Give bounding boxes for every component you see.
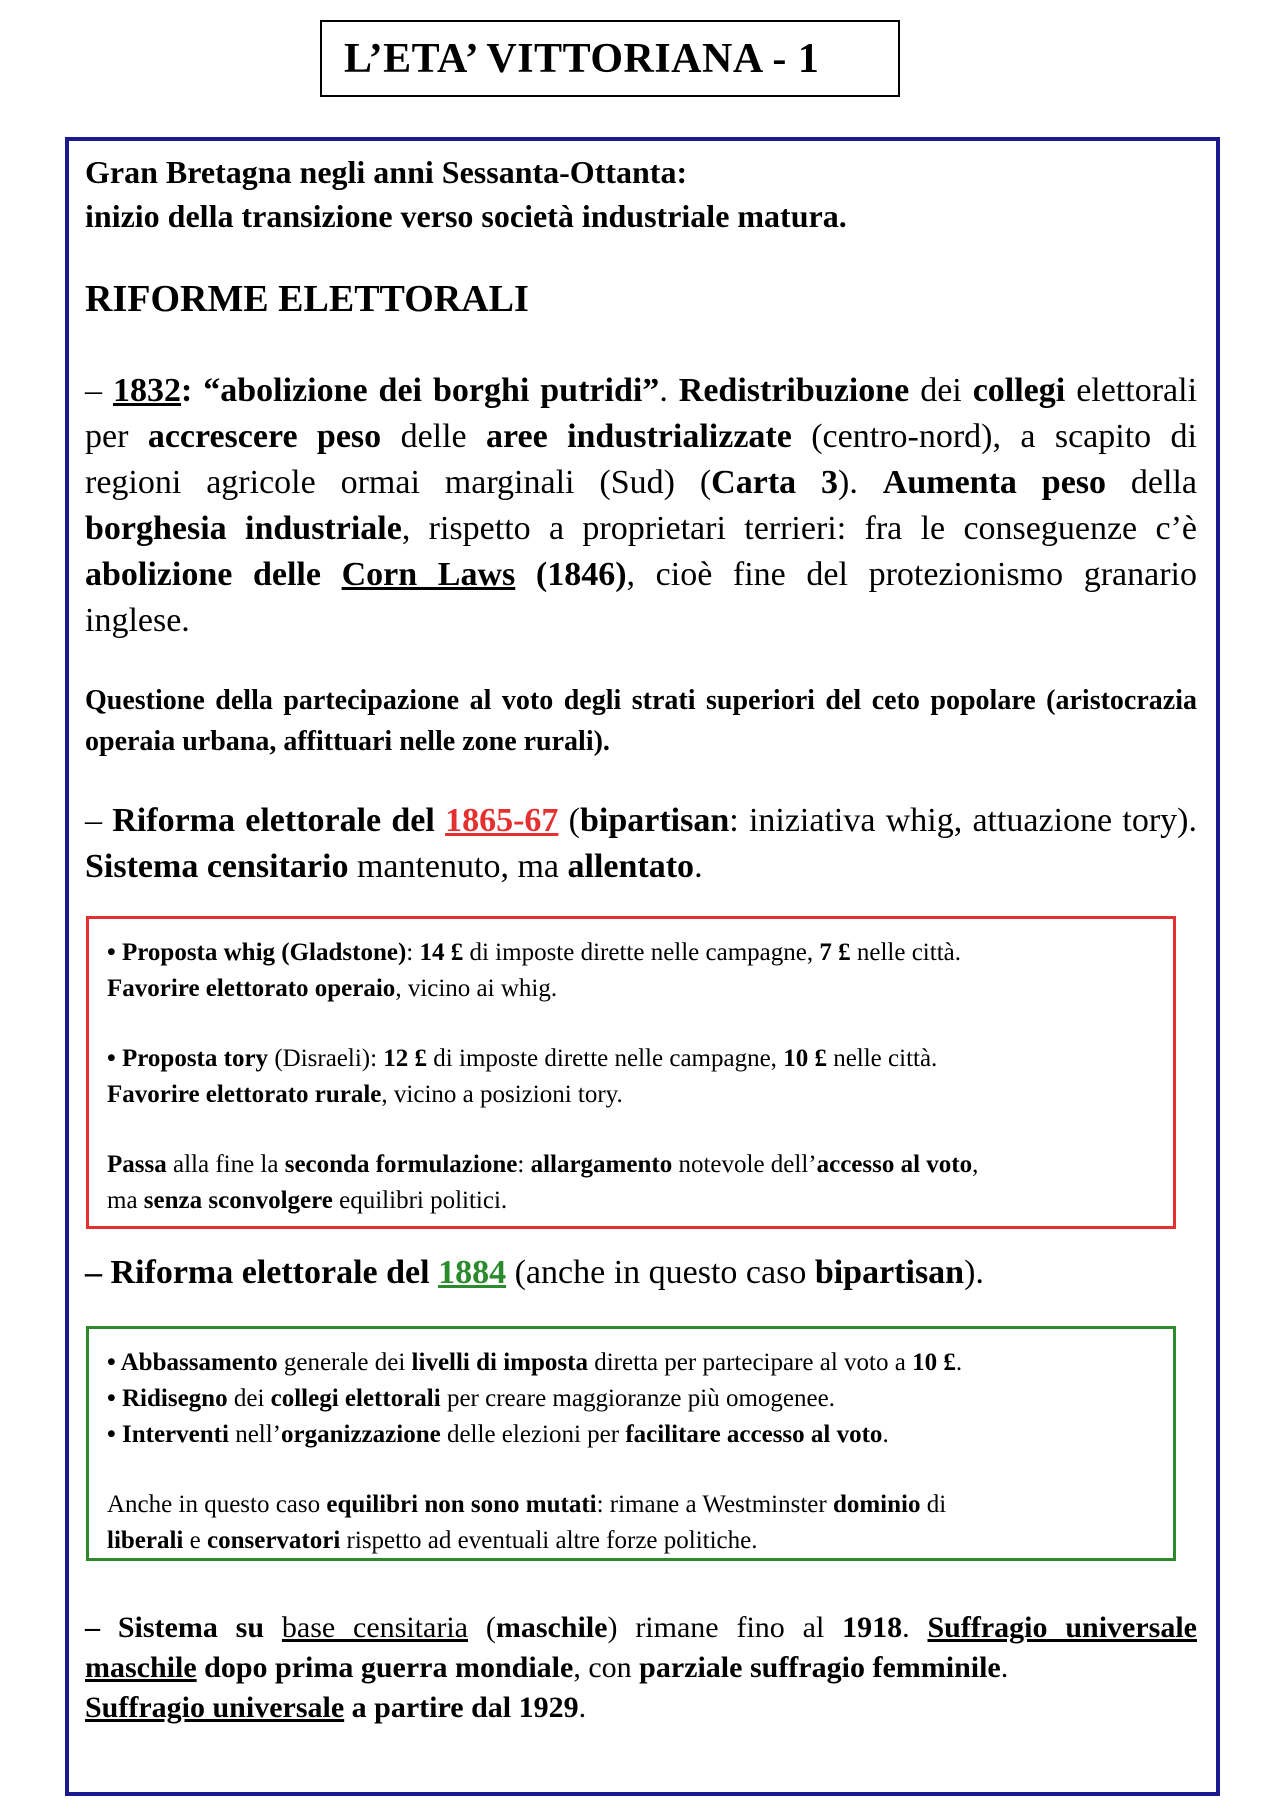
- outcome-line: Passa alla fine la seconda formulazione: allargamento notevole dell’accesso al voto,: [107, 1151, 979, 1178]
- year-1865-67: 1865-67: [445, 802, 559, 839]
- paragraph-questione: Questione della partecipazione al voto degli strati superiori del ceto popolare (aristocrazia operaia urbana, affittuari nelle zone rurali).: [85, 685, 1197, 757]
- equilibri-line: Anche in questo caso equilibri non sono mutati: rimane a Westminster dominio di: [107, 1491, 947, 1518]
- intro-line-2: inizio della transizione verso società industriale matura.: [85, 198, 847, 234]
- intro-line-1: Gran Bretagna negli anni Sessanta-Ottanta:: [85, 154, 688, 190]
- intro: [85, 150, 847, 238]
- year-1832: 1832: [112, 372, 181, 409]
- tory-proposal-note: Favorire elettorato rurale, vicino a posizioni tory.: [107, 1081, 623, 1108]
- paragraph-suffragio: – Sistema su base censitaria (maschile) rimane fino al 1918. Suffragio universale maschile dopo prima guerra mondiale, con parziale suffragio femminile. Suffragio universale a partire dal 1929.: [85, 1611, 1197, 1724]
- page-title: L’ETA’ VITTORIANA - 1: [344, 35, 820, 82]
- bullet-ridisegno: • Ridisegno dei collegi elettorali per creare maggioranze più omogenee.: [107, 1385, 835, 1412]
- bullet-interventi: • Interventi nell’organizzazione delle elezioni per facilitare accesso al voto.: [107, 1421, 889, 1448]
- suffragio-universale: Suffragio universale: [927, 1611, 1197, 1644]
- whig-proposal-note: Favorire elettorato operaio, vicino ai whig.: [107, 975, 558, 1002]
- section-heading: RIFORME ELETTORALI: [85, 278, 529, 320]
- paragraph-1865: – Riforma elettorale del 1865-67 (bipartisan: iniziativa whig, attuazione tory). Sistema censitario mantenuto, ma allentato.: [85, 802, 1197, 885]
- year-1884: 1884: [438, 1254, 507, 1291]
- paragraph-1884: – Riforma elettorale del 1884 (anche in questo caso bipartisan).: [85, 1254, 984, 1291]
- whig-proposal: • Proposta whig (Gladstone): 14 £ di imposte dirette nelle campagne, 7 £ nelle città.: [107, 939, 961, 966]
- proposals-box: [86, 916, 1176, 1229]
- title-box: [320, 20, 900, 97]
- corn-laws: Corn Laws: [341, 556, 516, 593]
- base-censitaria: base censitaria: [281, 1611, 468, 1644]
- equilibri-line-2: liberali e conservatori rispetto ad eventuali altre forze politiche.: [107, 1527, 758, 1554]
- bullet-abbassamento: • Abbassamento generale dei livelli di imposta diretta per partecipare al voto a 10 £.: [107, 1349, 963, 1376]
- tory-proposal: • Proposta tory (Disraeli): 12 £ di imposte dirette nelle campagne, 10 £ nelle città.: [107, 1045, 938, 1072]
- paragraph-1832: – 1832: “abolizione dei borghi putridi”. Redistribuzione dei collegi elettorali per accrescere peso delle aree industrializzate (centro-nord), a scapito di regioni agricole ormai marginali (Sud) (Carta 3). Aumenta peso della borghesia industriale, rispetto a proprietari terrieri: fra le conseguenze c’è abolizione delle Corn Laws (1846), cioè fine del protezionismo granario inglese.: [85, 372, 1198, 639]
- outcome-line-2: ma senza sconvolgere equilibri politici.: [107, 1187, 508, 1214]
- reform-1884-box: [86, 1326, 1176, 1561]
- suffragio-universale-2: Suffragio universale: [85, 1691, 345, 1724]
